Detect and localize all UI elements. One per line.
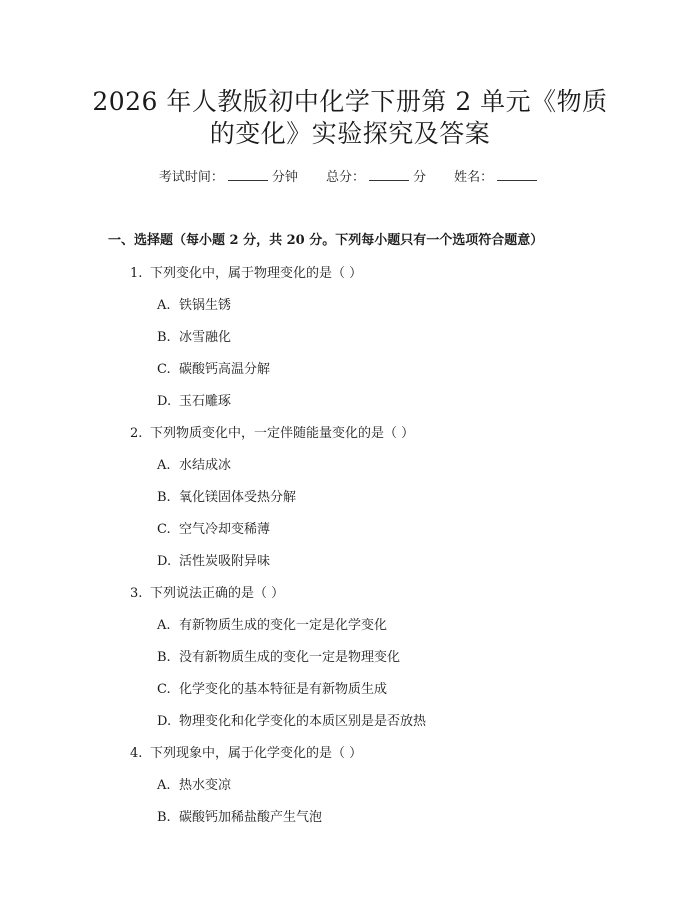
question-number: 4. bbox=[130, 746, 143, 761]
option-letter: C. bbox=[157, 682, 171, 697]
option-1b bbox=[157, 326, 231, 345]
option-1a bbox=[157, 294, 231, 313]
document-title-line-2: 的变化》实验探究及答案 bbox=[209, 119, 491, 148]
section-heading: 一、选择题（每小题 2 分，共 20 分。下列每小题只有一个选项符合题意） bbox=[108, 233, 544, 248]
total-score-blank bbox=[369, 168, 409, 181]
option-letter: A. bbox=[157, 778, 171, 793]
question-stem: 下列说法正确的是（ ） bbox=[150, 586, 285, 601]
total-score-label: 总分： bbox=[325, 170, 365, 185]
option-text: 没有新物质生成的变化一定是物理变化 bbox=[179, 650, 401, 665]
question-4 bbox=[130, 742, 362, 761]
total-score-unit: 分 bbox=[413, 170, 427, 185]
option-1c bbox=[157, 358, 270, 377]
option-3a bbox=[157, 614, 387, 633]
option-text: 冰雪融化 bbox=[179, 330, 232, 345]
option-text: 有新物质生成的变化一定是化学变化 bbox=[179, 618, 388, 633]
option-letter: B. bbox=[157, 810, 171, 825]
option-letter: B. bbox=[157, 330, 171, 345]
name-blank bbox=[497, 168, 537, 181]
option-text: 空气冷却变稀薄 bbox=[179, 522, 271, 537]
option-letter: C. bbox=[157, 362, 171, 377]
option-text: 碳酸钙高温分解 bbox=[179, 362, 271, 377]
question-3 bbox=[130, 582, 284, 601]
question-number: 1. bbox=[130, 266, 143, 281]
exam-time-unit: 分钟 bbox=[271, 170, 298, 185]
option-letter: B. bbox=[157, 490, 171, 505]
exam-time-label: 考试时间： bbox=[158, 170, 224, 185]
option-4b bbox=[157, 806, 322, 825]
exam-time-field bbox=[159, 166, 298, 185]
question-number: 3. bbox=[130, 586, 143, 601]
option-text: 铁锅生锈 bbox=[179, 298, 232, 313]
option-text: 氧化镁固体受热分解 bbox=[179, 490, 297, 505]
option-1d bbox=[157, 390, 231, 409]
option-letter: B. bbox=[157, 650, 171, 665]
option-3d bbox=[157, 710, 426, 729]
option-letter: A. bbox=[157, 298, 171, 313]
option-3b bbox=[157, 646, 400, 665]
option-2c bbox=[157, 518, 270, 537]
option-3c bbox=[157, 678, 387, 697]
question-stem: 下列现象中，属于化学变化的是（ ） bbox=[150, 746, 363, 761]
option-text: 活性炭吸附异味 bbox=[179, 554, 271, 569]
option-text: 玉石雕琢 bbox=[179, 394, 232, 409]
option-letter: D. bbox=[157, 394, 172, 409]
question-number: 2. bbox=[130, 426, 143, 441]
option-2a bbox=[157, 454, 231, 473]
question-2 bbox=[130, 422, 414, 441]
exam-info-row bbox=[0, 166, 700, 185]
question-1 bbox=[130, 262, 362, 281]
exam-time-blank bbox=[228, 168, 268, 181]
option-text: 热水变凉 bbox=[179, 778, 232, 793]
option-text: 碳酸钙加稀盐酸产生气泡 bbox=[179, 810, 323, 825]
option-letter: A. bbox=[157, 618, 171, 633]
name-field bbox=[454, 166, 541, 185]
option-4a bbox=[157, 774, 231, 793]
option-text: 化学变化的基本特征是有新物质生成 bbox=[179, 682, 388, 697]
option-text: 物理变化和化学变化的本质区别是是否放热 bbox=[179, 714, 427, 729]
total-score-field bbox=[326, 166, 426, 185]
option-letter: C. bbox=[157, 522, 171, 537]
option-2b bbox=[157, 486, 296, 505]
option-letter: A. bbox=[157, 458, 171, 473]
name-label: 姓名： bbox=[454, 170, 494, 185]
question-stem: 下列物质变化中，一定伴随能量变化的是（ ） bbox=[150, 426, 415, 441]
option-2d bbox=[157, 550, 270, 569]
document-title-line-1: 2026 年人教版初中化学下册第 2 单元《物质 bbox=[92, 87, 608, 116]
question-stem: 下列变化中，属于物理变化的是（ ） bbox=[150, 266, 363, 281]
option-letter: D. bbox=[157, 554, 172, 569]
option-text: 水结成冰 bbox=[179, 458, 232, 473]
option-letter: D. bbox=[157, 714, 172, 729]
